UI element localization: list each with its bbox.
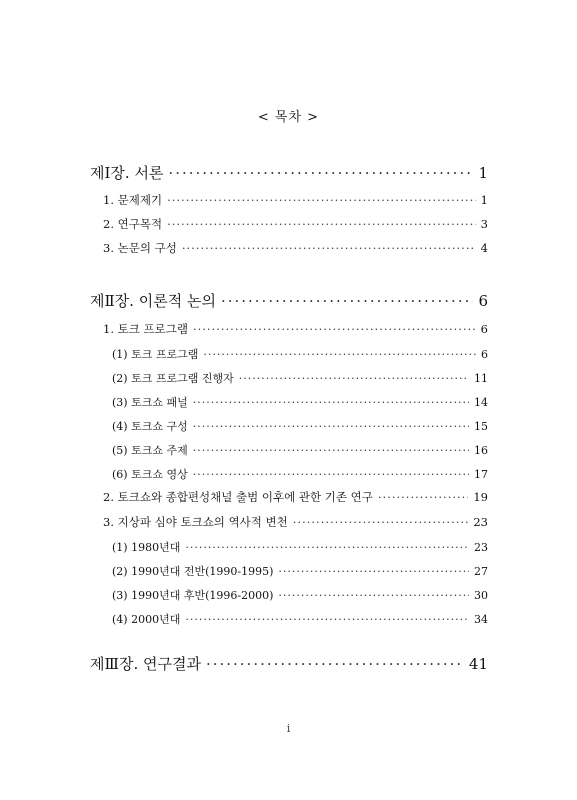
- toc-entry-label: (6) 토크쇼 영상: [112, 468, 188, 481]
- toc-leader-dots: [193, 444, 469, 457]
- toc-leader-dots: [206, 655, 464, 673]
- toc-leader-dots: [203, 348, 476, 361]
- toc-entry-subsection[interactable]: [112, 346, 488, 362]
- toc-entry-label: (2) 1990년대 전반(1990-1995): [112, 565, 274, 578]
- page-number-footer: i: [286, 722, 291, 735]
- toc-entry-page: 11: [474, 372, 488, 385]
- toc-entry-section[interactable]: [103, 192, 488, 208]
- toc-entry-label: 2. 연구목적: [103, 217, 163, 231]
- toc-entry-label: (5) 토크쇼 주제: [112, 444, 188, 457]
- toc-entry-page: 30: [474, 589, 488, 602]
- toc-leader-dots: [378, 490, 469, 504]
- toc-entry-page: 23: [474, 541, 488, 554]
- toc-entry-page: 41: [468, 655, 488, 673]
- toc-entry-page: 34: [474, 613, 488, 626]
- toc-entry-chapter[interactable]: [90, 290, 488, 311]
- toc-entry-section[interactable]: [103, 240, 488, 256]
- toc-entry-label: (1) 1980년대: [112, 541, 181, 554]
- toc-entry-subsection[interactable]: [112, 418, 488, 434]
- toc-entry-label: (2) 토크 프로그램 진행자: [112, 372, 234, 385]
- toc-leader-dots: [239, 372, 469, 385]
- toc-entry-page: 16: [474, 444, 488, 457]
- toc-entry-label: (1) 토크 프로그램: [112, 348, 199, 361]
- toc-entry-subsection[interactable]: [112, 587, 488, 603]
- toc-leader-dots: [221, 292, 474, 310]
- toc-entry-page: 4: [480, 241, 488, 255]
- toc-leader-dots: [293, 515, 469, 529]
- toc-entry-section[interactable]: [103, 514, 488, 530]
- toc-leader-dots: [182, 241, 476, 255]
- toc-entry-label: 제Ⅰ장. 서론: [90, 164, 164, 182]
- toc-leader-dots: [278, 565, 469, 578]
- toc-entry-subsection[interactable]: [112, 394, 488, 410]
- toc-entry-section[interactable]: [103, 321, 488, 337]
- toc-entry-label: 제Ⅱ장. 이론적 논의: [90, 292, 216, 310]
- toc-entry-page: 14: [474, 396, 488, 409]
- toc-leader-dots: [193, 468, 469, 481]
- toc-entry-subsection[interactable]: [112, 563, 488, 579]
- toc-leader-dots: [167, 193, 476, 207]
- toc-entry-page: 1: [480, 193, 488, 207]
- toc-leader-dots: [193, 420, 469, 433]
- toc-entry-page: 27: [474, 565, 488, 578]
- toc-entry-subsection[interactable]: [112, 466, 488, 482]
- toc-entry-page: 1: [478, 164, 488, 182]
- toc-entry-section[interactable]: [103, 489, 488, 505]
- toc-entry-page: 15: [474, 420, 488, 433]
- toc-entry-chapter[interactable]: [90, 162, 488, 183]
- toc-entry-page: 6: [478, 292, 488, 310]
- toc-entry-label: 3. 논문의 구성: [103, 241, 177, 255]
- toc-leader-dots: [193, 322, 476, 336]
- toc-entry-label: (4) 토크쇼 구성: [112, 420, 188, 433]
- toc-leader-dots: [278, 589, 469, 602]
- toc-entry-subsection[interactable]: [112, 539, 488, 555]
- toc-entry-page: 23: [473, 515, 488, 529]
- toc-entry-label: 1. 토크 프로그램: [103, 322, 188, 336]
- toc-entry-label: (3) 토크쇼 패널: [112, 396, 188, 409]
- toc-entry-label: 1. 문제제기: [103, 193, 163, 207]
- toc-leader-dots: [185, 541, 469, 554]
- toc-entry-subsection[interactable]: [112, 611, 488, 627]
- toc-entry-label: (3) 1990년대 후반(1996-2000): [112, 589, 274, 602]
- toc-entry-subsection[interactable]: [112, 442, 488, 458]
- toc-entry-page: 3: [480, 217, 488, 231]
- toc-leader-dots: [185, 613, 469, 626]
- toc-entry-label: (4) 2000년대: [112, 613, 181, 626]
- toc-entry-page: 6: [480, 322, 488, 336]
- toc-entry-label: 2. 토크쇼와 종합편성채널 출범 이후에 관한 기존 연구: [103, 490, 373, 504]
- toc-entry-chapter[interactable]: [90, 653, 488, 674]
- toc-entry-label: 제Ⅲ장. 연구결과: [90, 655, 201, 673]
- toc-entry-page: 19: [473, 490, 488, 504]
- toc-entry-subsection[interactable]: [112, 370, 488, 386]
- toc-entry-label: 3. 지상파 심야 토크쇼의 역사적 변천: [103, 515, 288, 529]
- toc-leader-dots: [167, 217, 476, 231]
- toc-leader-dots: [193, 396, 469, 409]
- toc-entry-section[interactable]: [103, 216, 488, 232]
- toc-leader-dots: [168, 164, 473, 182]
- toc-entry-page: 6: [481, 348, 488, 361]
- toc-entry-page: 17: [474, 468, 488, 481]
- page-title: < 목차 >: [257, 110, 320, 125]
